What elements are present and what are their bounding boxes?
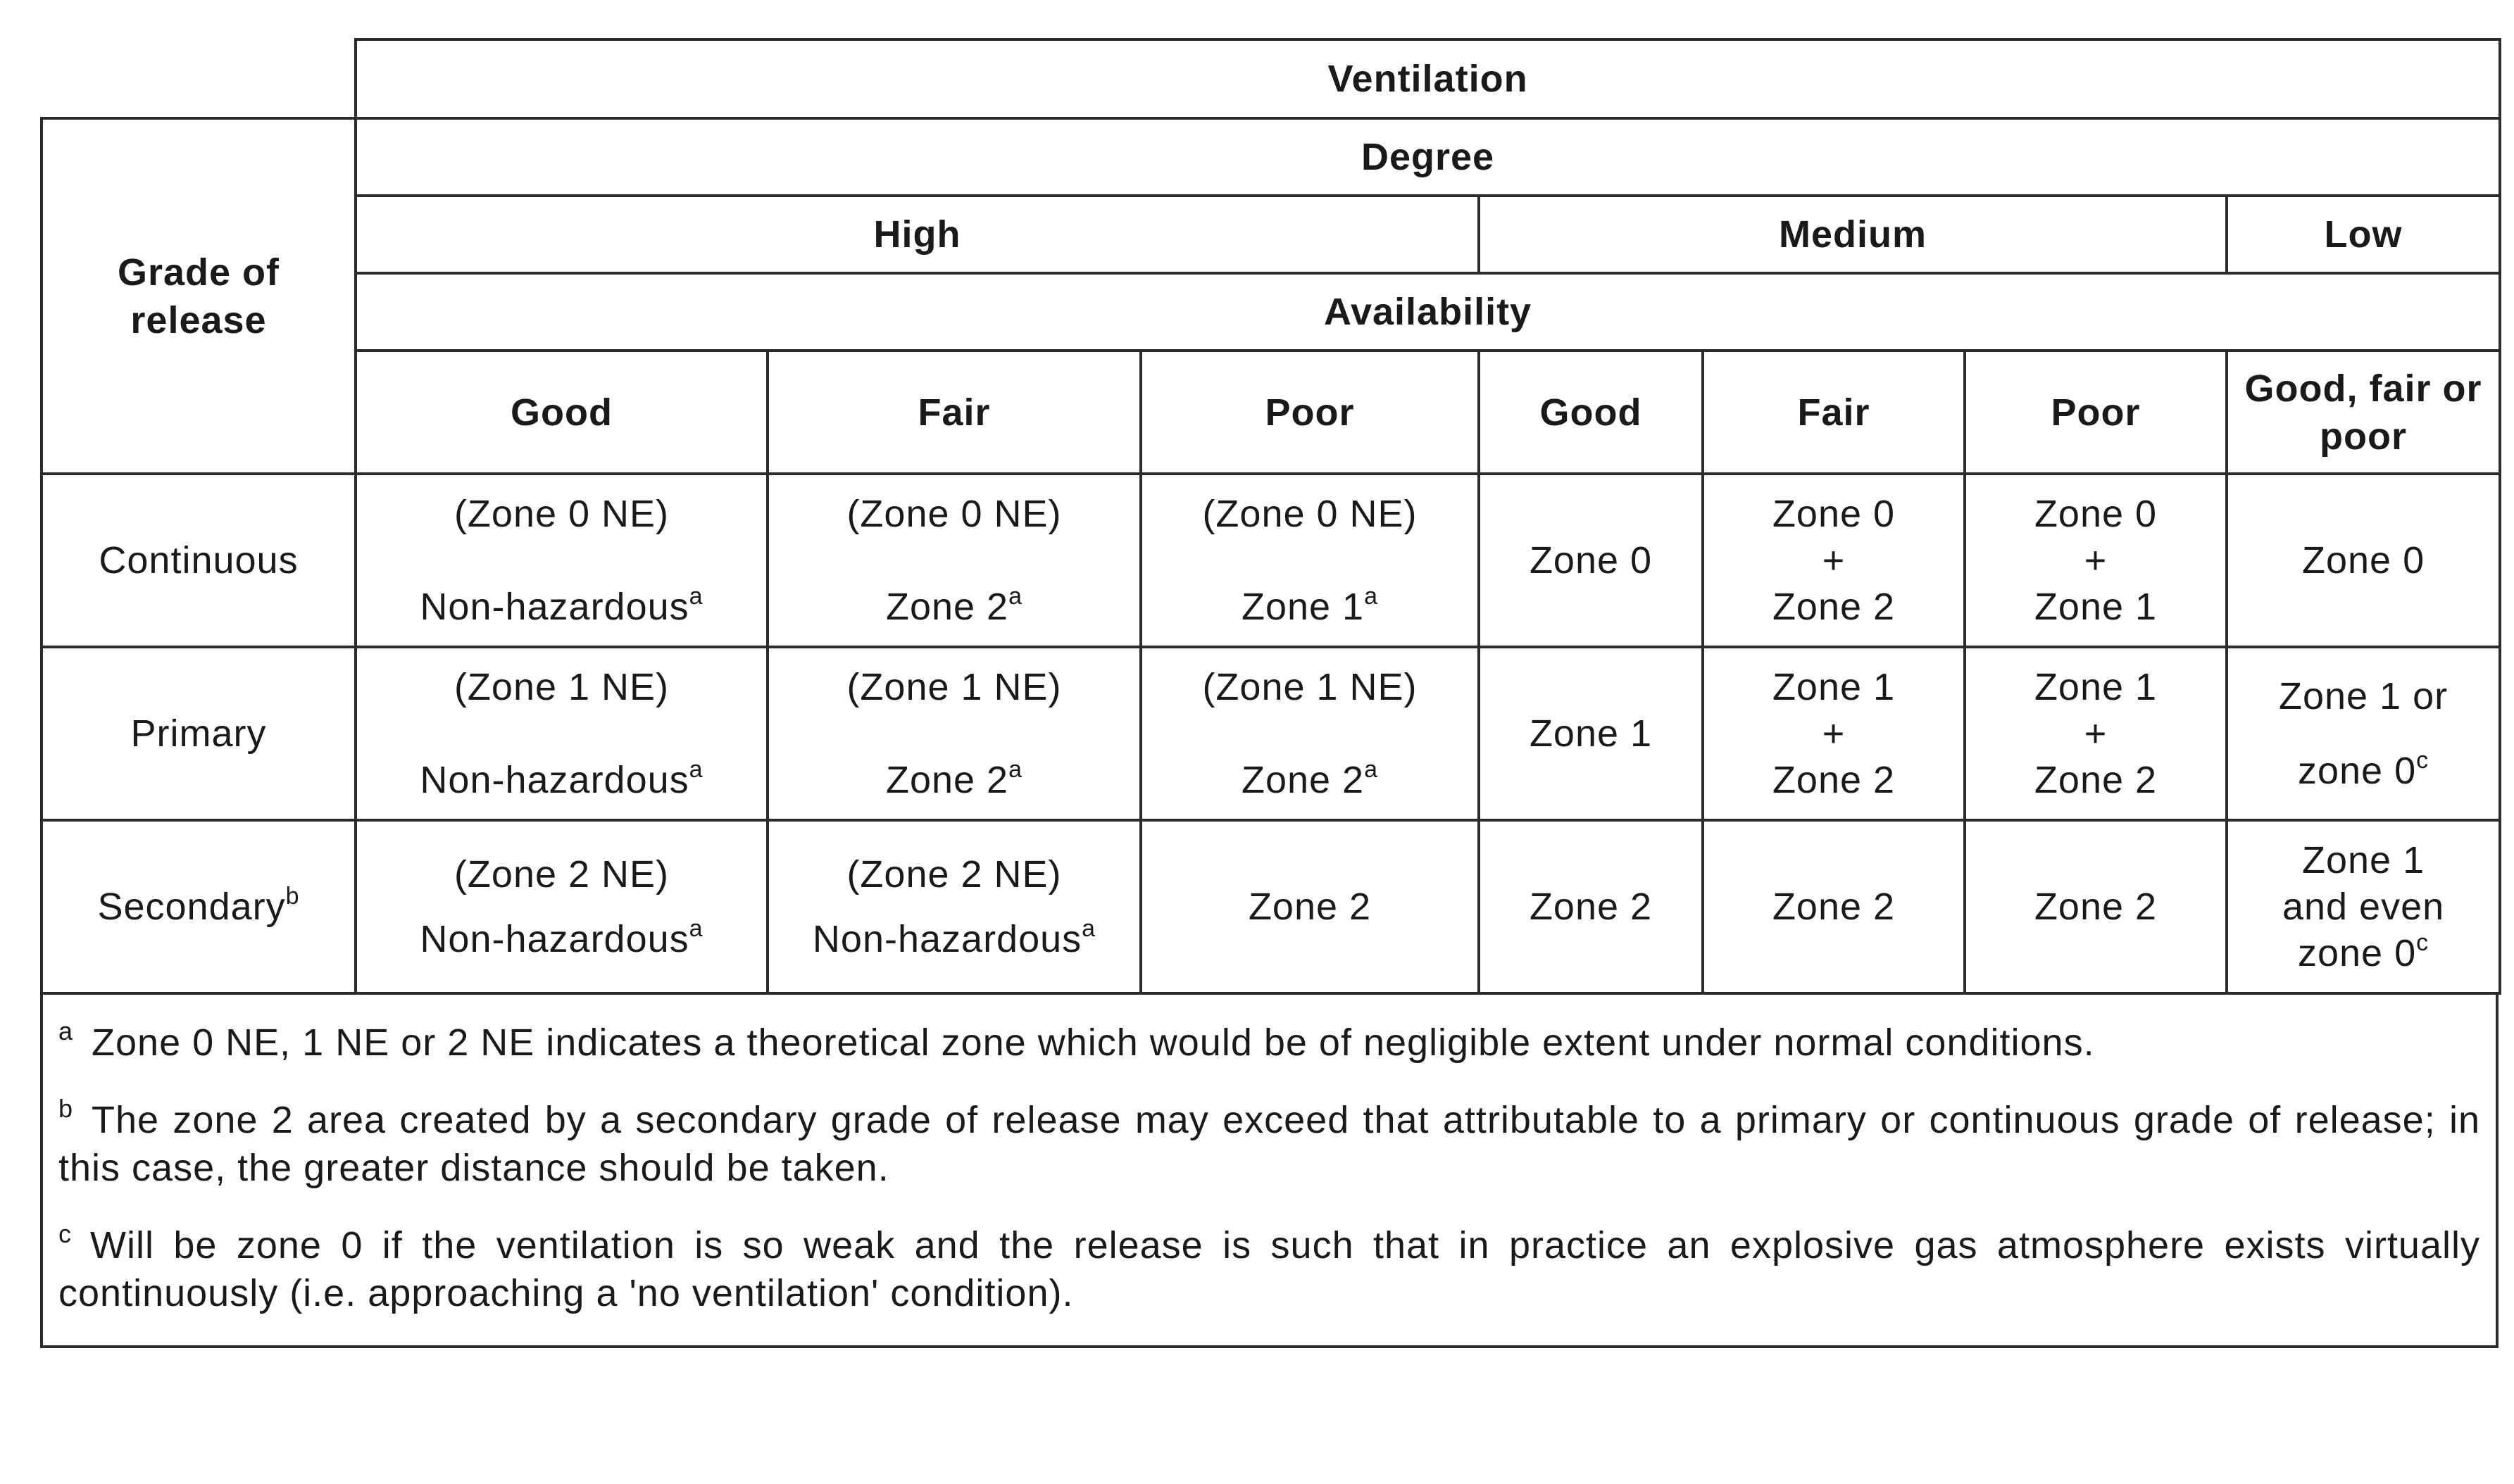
zone-line-2: and even [2282, 886, 2445, 928]
zone-result-line [1148, 584, 1472, 630]
zone-ne-text: (Zone 0 NE) [1202, 493, 1418, 535]
zone-result-text: Zone 2 [885, 759, 1009, 801]
zone-text: Zone 1 [1529, 712, 1653, 755]
zone-line-2: + [1822, 712, 1846, 755]
zone-cell [768, 647, 1141, 820]
zone-line-1: Zone 0 [2034, 493, 2158, 535]
zone-line-3: Zone 2 [1772, 759, 1896, 801]
header-row-availability-columns [42, 351, 2500, 474]
zone-cell [768, 820, 1141, 993]
header-row-ventilation [42, 39, 2500, 118]
table-footnotes [40, 995, 2499, 1348]
column-header-medium-fair: Fair [1703, 351, 1965, 474]
footnote-marker: a [1008, 756, 1023, 783]
availability-header: Availability [356, 273, 2500, 351]
column-header-low-any-label: Good, fair or poor [2244, 367, 2482, 458]
footnote-c [58, 1221, 2480, 1317]
zone-line-2-wrap [2234, 748, 2493, 794]
blank-corner-cell [42, 39, 356, 118]
zone-classification-table [40, 38, 2501, 995]
zone-text: Zone 2 [1772, 886, 1896, 928]
footnote-marker: a [1364, 756, 1379, 783]
footnote-marker: a [1082, 915, 1096, 942]
zone-ne-text: (Zone 0 NE) [846, 493, 1062, 535]
zone-result-line [775, 757, 1134, 803]
zone-result-text: Zone 1 [1241, 586, 1365, 628]
footnote-mark: a [58, 1017, 74, 1045]
zone-result-line [363, 757, 761, 803]
footnote-marker: a [689, 583, 703, 610]
zone-cell [768, 474, 1141, 647]
column-header-high-good: Good [356, 351, 768, 474]
column-header-medium-good: Good [1479, 351, 1703, 474]
zone-ne-text: (Zone 0 NE) [454, 493, 670, 535]
zone-text: Zone 2 [1248, 886, 1372, 928]
zone-ne-text: (Zone 1 NE) [454, 666, 670, 708]
zone-line-3: Zone 2 [1772, 586, 1896, 628]
zone-line-1: Zone 1 [2034, 666, 2158, 708]
zone-cell [1703, 474, 1965, 647]
zone-ne-text: (Zone 1 NE) [1202, 666, 1418, 708]
zone-line-1: Zone 0 [1772, 493, 1896, 535]
footnote-marker: a [1364, 583, 1379, 610]
zone-text: Zone 2 [1529, 886, 1653, 928]
zone-line-1: Zone 1 or [2278, 675, 2449, 717]
grade-cell [42, 474, 356, 647]
footnote-mark: b [58, 1094, 74, 1123]
grade-label: Continuous [99, 539, 299, 581]
zone-result-line [363, 584, 761, 630]
zone-line-2: + [2084, 712, 2108, 755]
zone-cell [1703, 647, 1965, 820]
footnote-marker: b [285, 883, 300, 910]
zone-cell [2227, 647, 2500, 820]
zone-line-3: Zone 2 [2034, 759, 2158, 801]
zone-cell [1479, 474, 1703, 647]
footnote-a [58, 1019, 2480, 1067]
zone-line-1: Zone 1 [2301, 839, 2425, 881]
zone-line-3: zone 0 [2297, 932, 2417, 974]
footnote-mark: c [58, 1219, 72, 1248]
table-row-secondary [42, 820, 2500, 993]
zone-result-line [363, 916, 761, 962]
grade-of-release-header [42, 118, 356, 474]
zone-result-text: Non-hazardous [812, 918, 1082, 960]
grade-cell [42, 647, 356, 820]
footnote-text: Zone 0 NE, 1 NE or 2 NE indicates a theoretical zone which would be of negligible extent under normal conditions. [92, 1021, 2095, 1064]
zone-result-text: Zone 2 [885, 586, 1009, 628]
zone-cell [1703, 820, 1965, 993]
table-row-primary [42, 647, 2500, 820]
zone-cell [356, 474, 768, 647]
zone-cell [1141, 820, 1479, 993]
ventilation-header: Ventilation [356, 39, 2500, 118]
zone-cell [1479, 647, 1703, 820]
degree-medium-header: Medium [1479, 196, 2227, 273]
zone-cell [1141, 474, 1479, 647]
header-row-degree [42, 118, 2500, 196]
zone-result-line [775, 584, 1134, 630]
table-row-continuous [42, 474, 2500, 647]
footnote-marker: c [2416, 747, 2429, 774]
degree-low-header: Low [2227, 196, 2500, 273]
zone-ne-text: (Zone 1 NE) [846, 666, 1062, 708]
degree-high-header: High [356, 196, 1479, 273]
zone-line-1: Zone 1 [1772, 666, 1896, 708]
grade-label: Primary [130, 712, 267, 755]
zone-line-2: + [1822, 539, 1846, 581]
zone-result-text: Non-hazardous [420, 918, 689, 960]
zone-ne-text: (Zone 2 NE) [846, 853, 1062, 895]
zone-cell [2227, 474, 2500, 647]
zone-text: Zone 0 [1529, 539, 1653, 581]
zone-text: Zone 0 [2301, 539, 2425, 581]
footnote-marker: a [689, 756, 703, 783]
header-row-availability [42, 273, 2500, 351]
zone-cell [1965, 820, 2227, 993]
zone-classification-table-container [40, 38, 2499, 1348]
zone-result-line [775, 916, 1134, 962]
header-row-degree-levels [42, 196, 2500, 273]
zone-cell [1965, 647, 2227, 820]
zone-result-text: Non-hazardous [420, 759, 689, 801]
footnote-marker: a [689, 915, 703, 942]
grade-of-release-label: Grade of release [117, 251, 280, 341]
column-header-high-poor: Poor [1141, 351, 1479, 474]
grade-label: Secondary [97, 886, 286, 928]
degree-header: Degree [356, 118, 2500, 196]
zone-result-text: Non-hazardous [420, 586, 689, 628]
footnote-marker: a [1008, 583, 1023, 610]
column-header-low-any [2227, 351, 2500, 474]
zone-line-2: zone 0 [2297, 750, 2417, 792]
column-header-medium-poor: Poor [1965, 351, 2227, 474]
column-header-high-fair: Fair [768, 351, 1141, 474]
zone-text: Zone 2 [2034, 886, 2158, 928]
footnote-marker: c [2416, 929, 2429, 956]
zone-line-2: + [2084, 539, 2108, 581]
footnote-text: Will be zone 0 if the ventilation is so weak and the release is such that in practice an explosive gas atmosphere exists virtually continuously (i.e. approaching a 'no ventilation' condition). [58, 1224, 2480, 1314]
grade-cell [42, 820, 356, 993]
zone-line-3-wrap [2234, 930, 2493, 976]
zone-result-text: Zone 2 [1241, 759, 1365, 801]
zone-result-line [1148, 757, 1472, 803]
zone-cell [1141, 647, 1479, 820]
footnote-text: The zone 2 area created by a secondary grade of release may exceed that attributable to a primary or continuous grade of release; in this case, the greater distance should be taken. [58, 1099, 2480, 1189]
zone-cell [1965, 474, 2227, 647]
zone-cell [356, 820, 768, 993]
zone-line-3: Zone 1 [2034, 586, 2158, 628]
footnote-b [58, 1096, 2480, 1192]
zone-ne-text: (Zone 2 NE) [454, 853, 670, 895]
zone-cell [356, 647, 768, 820]
zone-cell [2227, 820, 2500, 993]
zone-cell [1479, 820, 1703, 993]
